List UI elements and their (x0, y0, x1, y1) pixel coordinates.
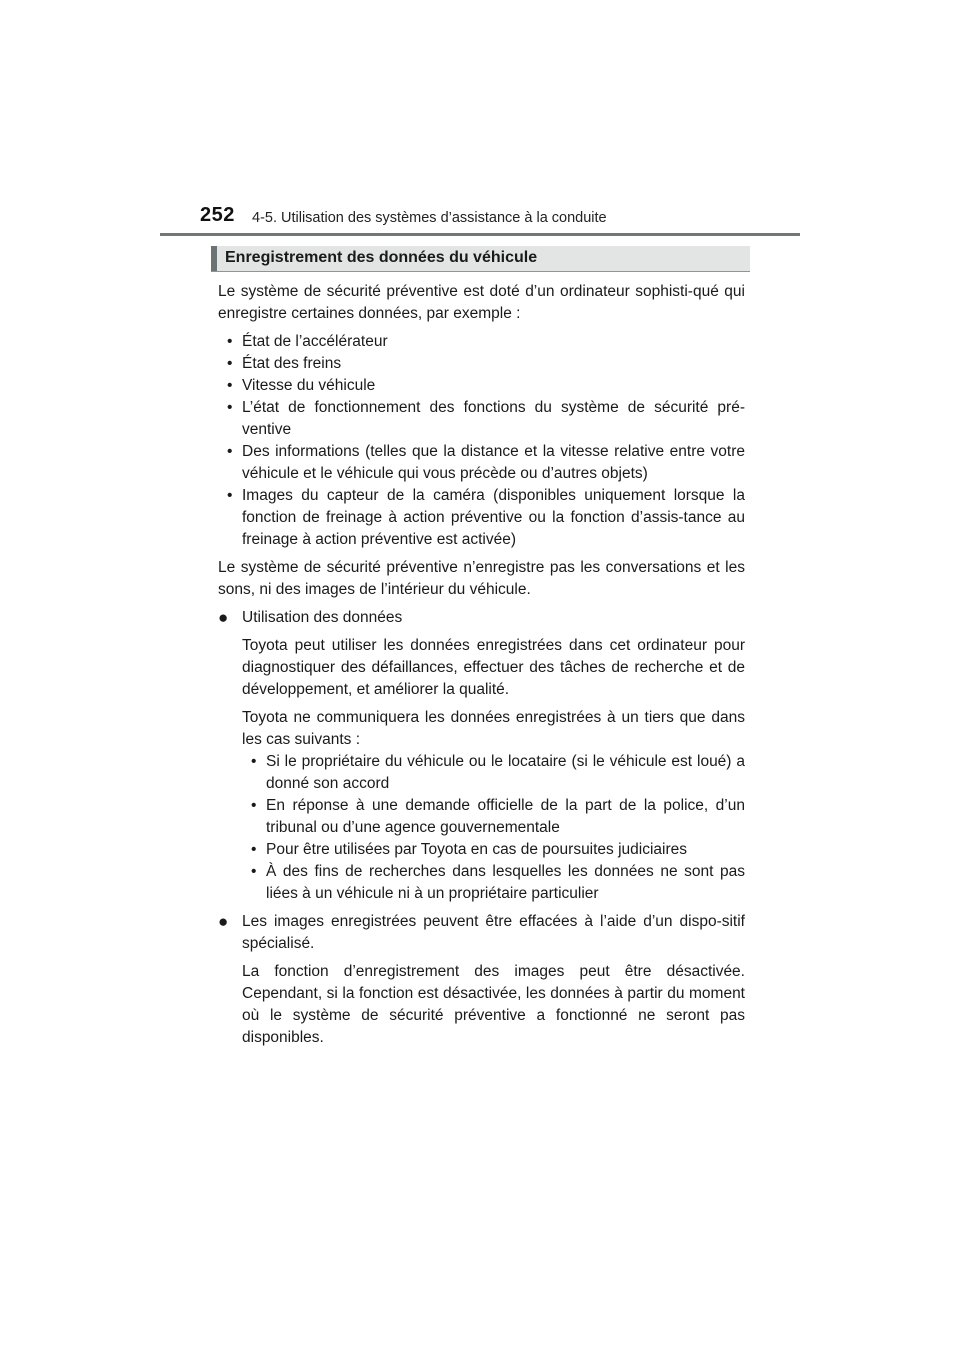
section-title: Enregistrement des données du véhicule (225, 249, 538, 266)
list-item: • Images du capteur de la caméra (disponibles uniquement lorsque la fonction de freinage à action préventive ou la fonction d’assis-tance au freinage à action préventive est activée) (218, 485, 745, 551)
erase-details (218, 961, 745, 1049)
list-item: • À des fins de recherches dans lesquelles les données ne sont pas liées à un véhicule ni à un propriétaire particulier (242, 861, 745, 905)
usage-paragraph-2: Toyota ne communiquera les données enregistrées à un tiers que dans les cas suivants : (242, 709, 745, 748)
no-record-note: Le système de sécurité préventive n’enregistre pas les conversations et les sons, ni des images de l’intérieur du véhicule. (218, 559, 745, 598)
erase-paragraph: La fonction d’enregistrement des images peut être désactivée. Cependant, si la fonction est désactivée, les données à partir du moment où le système de sécurité préventive a fonctionné ne seront pas disponibles. (242, 963, 745, 1046)
list-item: • Si le propriétaire du véhicule ou le locataire (si le véhicule est loué) a donné son accord (242, 751, 745, 795)
list-item: • État de l’accélérateur (218, 331, 745, 353)
usage-point (218, 607, 745, 629)
usage-details (218, 635, 745, 905)
round-bullet-icon: ● (218, 912, 229, 931)
list-item: • Des informations (telles que la distance et la vitesse relative entre votre véhicule et le véhicule qui vous précède ou d’autres objets) (218, 441, 745, 485)
round-bullet-icon: ● (218, 608, 229, 627)
disclosure-cases-list (242, 751, 745, 905)
list-item: • Pour être utilisées par Toyota en cas de poursuites judiciaires (242, 839, 745, 861)
section-header (211, 246, 750, 272)
section-header-bar (211, 246, 217, 271)
page-number: 252 (200, 204, 235, 226)
list-item: • En réponse à une demande officielle de la part de la police, d’un tribunal ou d’une agence gouvernementale (242, 795, 745, 839)
list-item: • L’état de fonctionnement des fonctions du système de sécurité pré-ventive (218, 397, 745, 441)
chapter-title: 4-5. Utilisation des systèmes d’assistance à la conduite (252, 210, 607, 226)
usage-paragraph-1: Toyota peut utiliser les données enregistrées dans cet ordinateur pour diagnostiquer des défaillances, effectuer des tâches de recherche et de développement, et améliorer la qualité. (242, 637, 745, 698)
list-item: • Vitesse du véhicule (218, 375, 745, 397)
header-rule (160, 233, 800, 236)
body-content (218, 281, 745, 1055)
recorded-data-list (218, 331, 745, 551)
erase-point (218, 911, 745, 955)
usage-title: Utilisation des données (242, 609, 403, 626)
erase-title: Les images enregistrées peuvent être effacées à l’aide d’un dispo-sitif spécialisé. (242, 913, 745, 952)
list-item: • État des freins (218, 353, 745, 375)
intro-paragraph: Le système de sécurité préventive est doté d’un ordinateur sophisti-qué qui enregistre certaines données, par exemple : (218, 283, 745, 322)
